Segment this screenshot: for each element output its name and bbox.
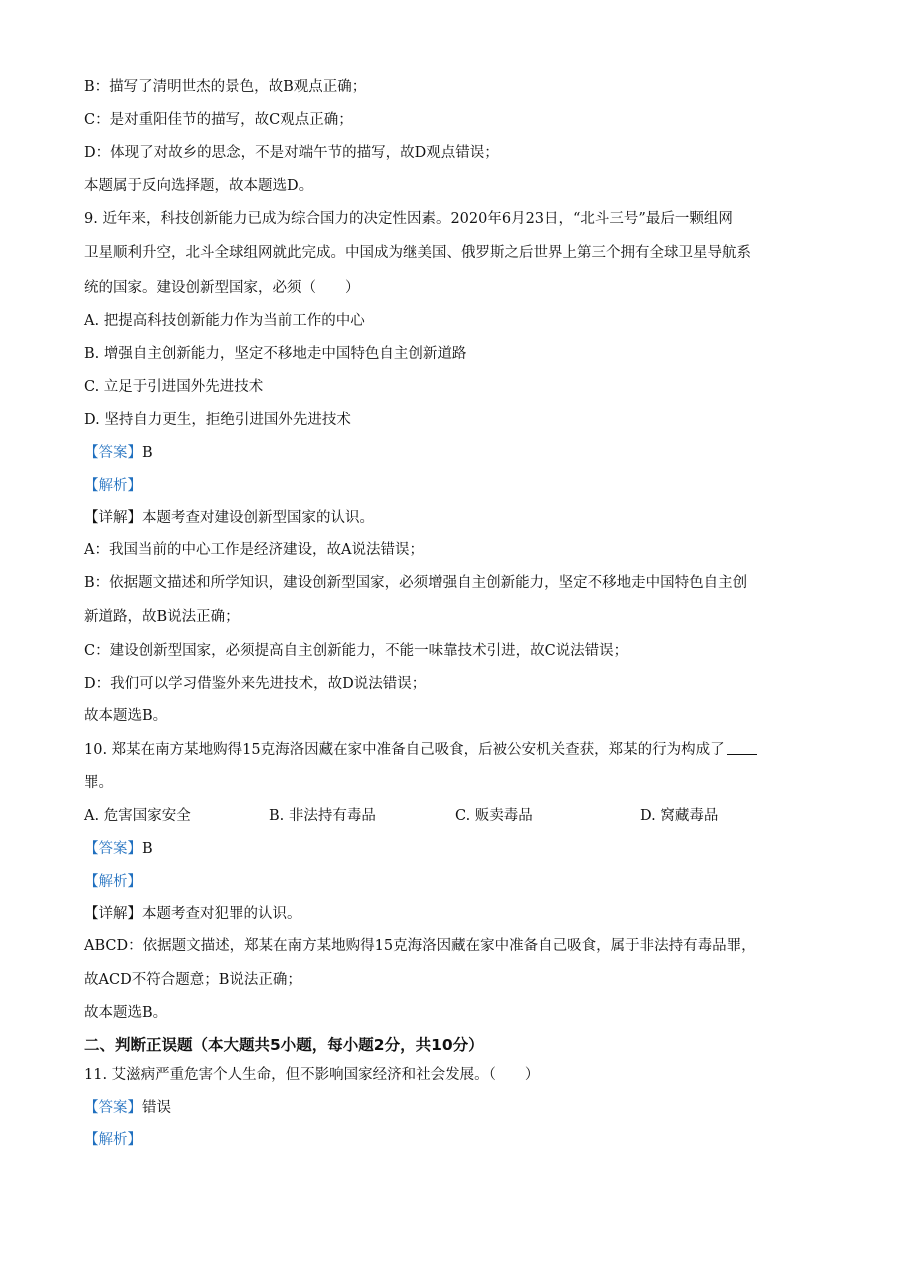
q9-option-a: A. 把提高科技创新能力作为当前工作的中心 [84,313,365,329]
fill-in-blank [727,740,757,755]
q8-explanation-c: C：是对重阳佳节的描写，故C观点正确； [84,112,353,128]
q10-conclusion: 故本题选B。 [84,1005,168,1021]
q10-option-c: C. 贩卖毒品 [455,808,533,824]
q8-explanation-b: B：描写了清明世杰的景色，故B观点正确； [84,79,367,95]
answer-value: 错误 [142,1100,171,1116]
q10-answer [84,839,153,859]
q10-explanation-line-1: ABCD：依据题文描述，郑某在南方某地购得15克海洛因藏在家中准备自己吸食，属于非法持有毒品罪， [84,938,756,954]
q9-answer [84,443,153,463]
q8-conclusion: 本题属于反向选择题，故本题选D。 [84,178,314,194]
q9-analysis-tag: 【解析】 [84,478,142,494]
q9-stem-line-2: 卫星顺利升空，北斗全球组网就此完成。中国成为继美国、俄罗斯之后世界上第三个拥有全球卫星导航系 [84,245,751,261]
q10-analysis-tag: 【解析】 [84,874,142,890]
q10-stem-line-1: 10. 郑某在南方某地购得15克海洛因藏在家中准备自己吸食，后被公安机关查获，郑某的行为构成了 [84,740,757,760]
q10-stem-line-2: 罪。 [84,775,113,791]
q9-explanation-b-line-2: 新道路，故B说法正确； [84,609,240,625]
q9-option-b: B. 增强自主创新能力，坚定不移地走中国特色自主创新道路 [84,346,467,362]
q9-explanation-b-line-1: B：依据题文描述和所学知识，建设创新型国家，必须增强自主创新能力，坚定不移地走中国特色自主创 [84,575,748,591]
q10-explanation-line-2: 故ACD不符合题意；B说法正确； [84,972,302,988]
q10-option-d: D. 窝藏毒品 [640,808,719,824]
q11-answer [84,1098,171,1118]
q9-explanation-c: C：建设创新型国家，必须提高自主创新能力，不能一味靠技术引进，故C说法错误； [84,643,629,659]
q10-detail: 【详解】本题考查对犯罪的认识。 [84,906,302,922]
q8-explanation-d: D：体现了对故乡的思念，不是对端午节的描写，故D观点错误； [84,145,499,161]
answer-tag: 【答案】 [84,445,142,461]
answer-tag: 【答案】 [84,841,142,857]
q10-option-b: B. 非法持有毒品 [269,808,376,824]
q9-conclusion: 故本题选B。 [84,708,168,724]
q11-stem: 11. 艾滋病严重危害个人生命，但不影响国家经济和社会发展。（ ） [84,1067,540,1083]
q11-analysis-tag: 【解析】 [84,1132,142,1148]
section-heading: 二、判断正误题（本大题共5小题，每小题2分，共10分） [84,1036,484,1054]
q10-options [84,806,824,826]
answer-value: B [142,445,153,461]
q9-stem-line-1: 9. 近年来，科技创新能力已成为综合国力的决定性因素。2020年6月23日，“北斗三号”最后一颗组网 [84,211,733,227]
q9-detail: 【详解】本题考查对建设创新型国家的认识。 [84,510,374,526]
q9-option-d: D. 坚持自力更生，拒绝引进国外先进技术 [84,412,351,428]
q10-option-a: A. 危害国家安全 [84,808,191,824]
q9-stem-line-3: 统的国家。建设创新型国家，必须（ ） [84,280,360,296]
q9-explanation-d: D：我们可以学习借鉴外来先进技术，故D说法错误； [84,676,427,692]
q9-option-c: C. 立足于引进国外先进技术 [84,379,264,395]
answer-tag: 【答案】 [84,1100,142,1116]
q9-explanation-a: A：我国当前的中心工作是经济建设，故A说法错误； [84,542,424,558]
answer-value: B [142,841,153,857]
